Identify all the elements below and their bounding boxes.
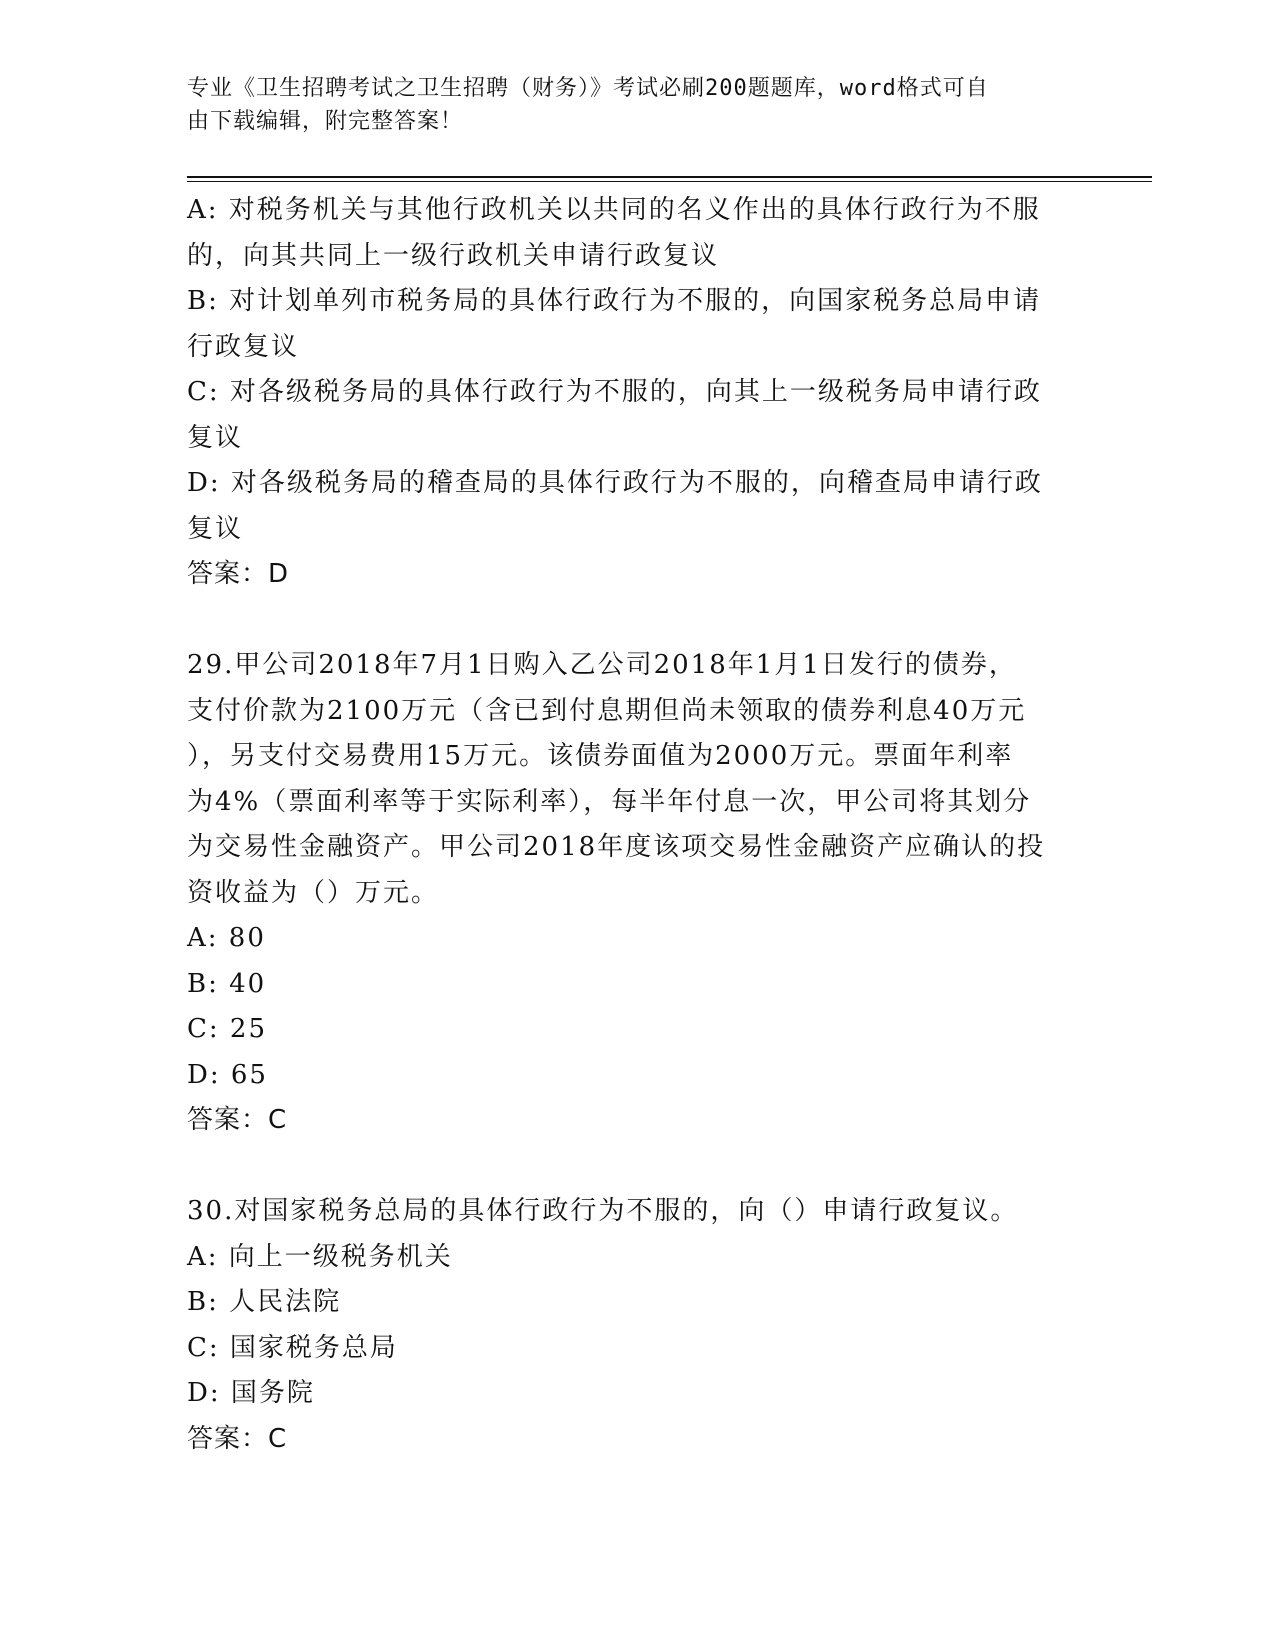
answer-29: 答案：C bbox=[187, 1105, 288, 1135]
question-29-stem-line: 为4%（票面利率等于实际利率），每半年付息一次，甲公司将其划分 bbox=[187, 786, 1032, 817]
option-c-line-1: C: 对各级税务局的具体行政行为不服的，向其上一级税务局申请行政 bbox=[187, 377, 1042, 407]
question-29-option-b: B: 40 bbox=[187, 968, 267, 999]
question-30-option-a: A: 向上一级税务机关 bbox=[187, 1241, 453, 1272]
answer-28: 答案：D bbox=[187, 559, 290, 589]
option-d-line-2: 复议 bbox=[187, 513, 244, 544]
question-28-options bbox=[187, 188, 1087, 598]
question-30-option-d: D: 国务院 bbox=[187, 1378, 315, 1408]
spacer bbox=[187, 598, 1087, 644]
question-30-option-c: C: 国家税务总局 bbox=[187, 1332, 398, 1363]
header-rule-thick bbox=[187, 176, 1152, 178]
header-rule-thin bbox=[187, 181, 1152, 182]
question-30 bbox=[187, 1189, 1087, 1462]
option-a-line-2: 的，向其共同上一级行政机关申请行政复议 bbox=[187, 240, 720, 271]
document-body bbox=[187, 188, 1087, 1462]
question-29-option-d: D: 65 bbox=[187, 1059, 268, 1090]
question-29-option-a: A: 80 bbox=[187, 923, 266, 953]
option-c-line-2: 复议 bbox=[187, 422, 244, 453]
question-29-option-c: C: 25 bbox=[187, 1014, 268, 1044]
question-30-stem: 30.对国家税务总局的具体行政行为不服的，向（）申请行政复议。 bbox=[187, 1196, 1019, 1226]
spacer bbox=[187, 1144, 1087, 1190]
header-line-1: 专业《卫生招聘考试之卫生招聘（财务）》考试必刷200题题库，word格式可自 bbox=[187, 76, 989, 101]
question-29-stem-line: 29.甲公司2018年7月1日购入乙公司2018年1月1日发行的债券， bbox=[187, 650, 1017, 680]
option-a-line-1: A: 对税务机关与其他行政机关以共同的名义作出的具体行政行为不服 bbox=[187, 195, 1041, 225]
answer-30: 答案：C bbox=[187, 1423, 288, 1454]
question-29-stem-line: 为交易性金融资产。甲公司2018年度该项交易性金融资产应确认的投 bbox=[187, 832, 1046, 862]
option-b-line-1: B: 对计划单列市税务局的具体行政行为不服的，向国家税务总局申请 bbox=[187, 286, 1042, 316]
option-b-line-2: 行政复议 bbox=[187, 331, 300, 362]
question-29-stem-line: 支付价款为2100万元（含已到付息期但尚未领取的债券利息40万元 bbox=[187, 695, 1027, 726]
option-d-line-1: D: 对各级税务局的稽查局的具体行政行为不服的，向稽查局申请行政 bbox=[187, 468, 1043, 498]
question-30-option-b: B: 人民法院 bbox=[187, 1287, 342, 1317]
question-29-stem-line: ），另支付交易费用15万元。该债券面值为2000万元。票面年利率 bbox=[187, 741, 1014, 771]
question-29 bbox=[187, 643, 1087, 1144]
header-line-2: 由下载编辑，附完整答案！ bbox=[187, 109, 464, 134]
question-29-stem-line: 资收益为（）万元。 bbox=[187, 877, 440, 908]
document-header bbox=[187, 72, 1067, 138]
